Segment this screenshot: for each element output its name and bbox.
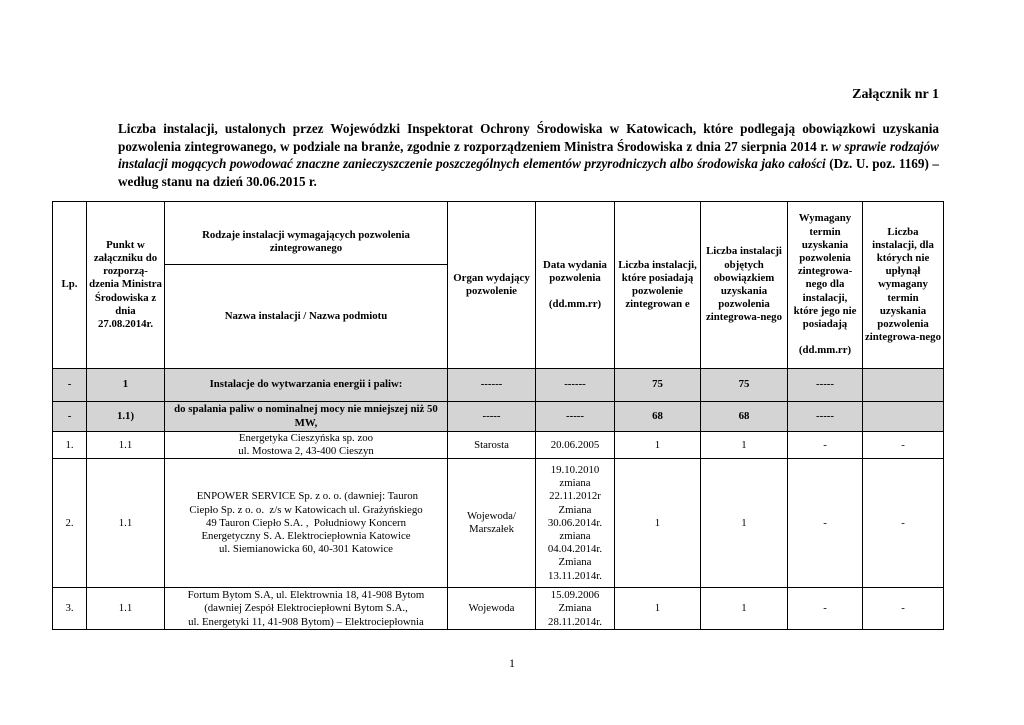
header-deadline-label: Wymagany termin uzyskania pozwolenia zintegrowa-nego dla instalacji, które jego nie posiadają [793,212,857,330]
cell-name [165,588,448,630]
cell-lp: - [53,402,87,432]
cell-name-line: Energetyka Cieszyńska sp. zoo [238,432,374,444]
cell-name [165,459,448,588]
header-organ: Organ wydający pozwolenie [448,202,536,369]
cell-organ: ----- [448,402,536,432]
cell-point: 1.1 [87,459,165,588]
cell-name-line: ENPOWER SERVICE Sp. z o. o. (dawniej: Tauron [194,490,418,503]
header-date [536,202,615,369]
cell-count-required: 68 [701,402,788,432]
cell-deadline: - [788,588,863,630]
cell-count-required: 1 [701,432,788,459]
cell-name-line: Ciepło Sp. z o. o. z/s w Katowicach ul. Grażyńskiego [189,503,423,516]
cell-count-required: 1 [701,459,788,588]
table-row [53,588,944,630]
installations-table [52,201,944,630]
cell-count-has: 75 [615,369,701,402]
cell-organ: Wojewoda [448,588,536,630]
cell-count-overdue: - [863,588,944,630]
cell-name: do spalania paliw o nominalnej mocy nie mniejszej niż 50 MW, [165,402,448,432]
section-row [53,402,944,432]
annex-label: Załącznik nr 1 [852,87,939,102]
page-number: 1 [509,656,515,670]
header-deadline [788,202,863,369]
cell-count-overdue: - [863,432,944,459]
cell-count-has: 1 [615,432,701,459]
cell-count-has: 1 [615,588,701,630]
header-count-overdue: Liczba instalacji, dla których nie upłynął wymagany termin uzyskania pozwolenia zintegrowa-nego [863,202,944,369]
table-row [53,459,944,588]
cell-date-line: Zmiana [558,602,592,615]
cell-name-line: ul. Energetyki 11, 41-908 Bytom) – Elektrociepłownia [188,615,424,628]
cell-date-line: 19.10.2010 [550,463,600,476]
cell-name-line: 49 Tauron Ciepło S.A. , Południowy Koncern [206,516,406,529]
section-row [53,369,944,402]
cell-date [536,459,615,588]
cell-point: 1.1) [87,402,165,432]
cell-deadline: ----- [788,369,863,402]
cell-date-line: Zmiana [558,556,592,569]
cell-organ: ------ [448,369,536,402]
cell-count-overdue [863,402,944,432]
cell-name-line: ul. Siemianowicka 60, 40-301 Katowice [219,543,393,556]
cell-date-line: zmiana [559,477,591,490]
intro-paragraph [118,120,939,190]
cell-date: ------ [536,369,615,402]
cell-name-line: Energetyczny S. A. Elektrociepłownia Katowice [201,530,411,542]
cell-date-line: 22.11.2012r [549,490,601,503]
cell-name-line: ul. Mostowa 2, 43-400 Cieszyn [238,445,374,458]
cell-count-required: 75 [701,369,788,402]
header-types: Rodzaje instalacji wymagających pozwolenia zintegrowanego [165,202,448,265]
cell-date-line: 20.06.2005 [550,438,600,451]
header-count-required: Liczba instalacji objętych obowiązkiem uzyskania pozwolenia zintegrowa-nego [701,202,788,369]
cell-count-overdue [863,369,944,402]
cell-date: ----- [536,402,615,432]
header-point: Punkt w załączniku do rozporzą-dzenia Ministra Środowiska z dnia 27.08.2014r. [87,202,165,369]
cell-name-line: Fortum Bytom S.A, ul. Elektrownia 18, 41-908 Bytom [187,589,425,602]
cell-date-line: 13.11.2014r. [548,569,602,582]
cell-point: 1.1 [87,432,165,459]
header-date-format: (dd.mm.rr) [548,298,602,311]
cell-date-line: zmiana [559,530,591,542]
intro-text-italic: w sprawie rodzajów instalacji mogących powodować znaczne zanieczyszczenie poszczególnych elementów przyrodniczych albo środowiska jako całości [118,138,939,172]
header-date-label: Data wydania pozwolenia [543,258,607,284]
cell-deadline: - [788,459,863,588]
cell-count-required: 1 [701,588,788,630]
intro-text-part1: Liczba instalacji, ustalonych przez Wojewódzki Inspektorat Ochrony Środowiska w Katowicach, które podlegają obowiązkowi uzyskania pozwolenia zintegrowanego, w podziale na branże, zgodnie z rozporządzeniem Ministra Środowiska z dnia 27 sierpnia 2014 r. [118,121,939,154]
header-deadline-format: (dd.mm.rr) [798,344,852,357]
cell-organ: Wojewoda/ Marszałek [448,459,536,588]
cell-name: Instalacje do wytwarzania energii i paliw: [165,369,448,402]
header-lp: Lp. [53,202,87,369]
header-count-has: Liczba instalacji, które posiadają pozwolenie zintegrowan e [615,202,701,369]
cell-lp: 3. [53,588,87,630]
cell-date-line: 04.04.2014r. [547,543,603,556]
cell-date [536,432,615,459]
header-row-top [53,202,944,265]
cell-organ: Starosta [448,432,536,459]
cell-point: 1 [87,369,165,402]
cell-count-has: 68 [615,402,701,432]
cell-count-has: 1 [615,459,701,588]
cell-date-line: Zmiana [558,503,592,516]
cell-date [536,588,615,630]
header-name: Nazwa instalacji / Nazwa podmiotu [165,265,448,369]
cell-date-line: 15.09.2006 [550,589,600,602]
cell-name-line: (dawniej Zespół Elektrociepłowni Bytom S.A., [204,602,408,615]
cell-name [165,432,448,459]
cell-date-line: 28.11.2014r. [548,615,602,628]
cell-deadline: - [788,432,863,459]
intro-text-part2: (Dz. U. poz. 1169) – według stanu na dzień 30.06.2015 r. [118,156,939,189]
cell-lp: 1. [53,432,87,459]
cell-lp: - [53,369,87,402]
cell-deadline: ----- [788,402,863,432]
cell-count-overdue: - [863,459,944,588]
cell-lp: 2. [53,459,87,588]
table-row [53,432,944,459]
cell-point: 1.1 [87,588,165,630]
cell-date-line: 30.06.2014r. [547,516,603,529]
